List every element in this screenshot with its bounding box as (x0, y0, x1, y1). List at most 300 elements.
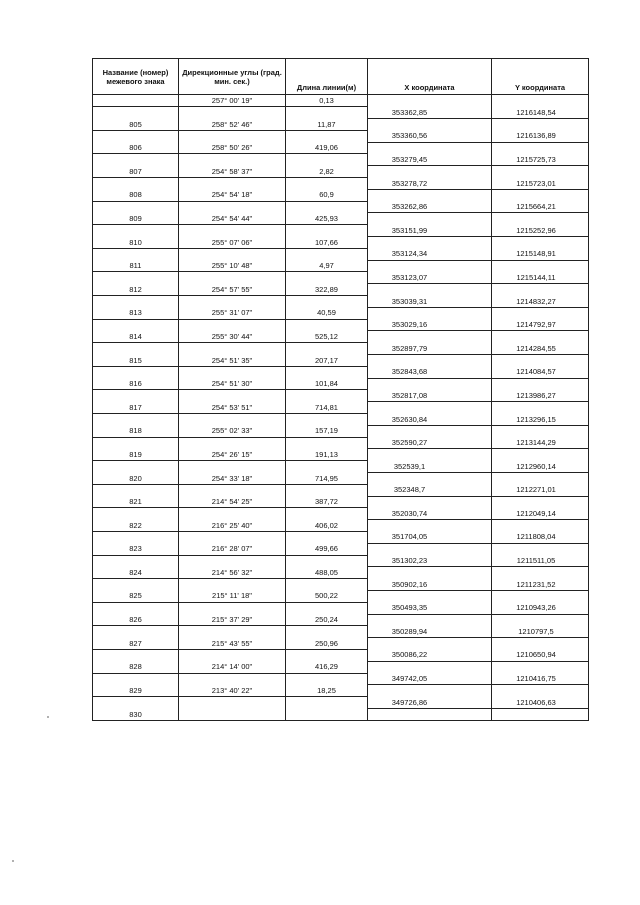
empty-cell (179, 508, 286, 520)
empty-cell (286, 390, 368, 402)
line-length: 101,84 (286, 378, 368, 390)
empty-cell (179, 531, 286, 543)
table-row (93, 142, 589, 154)
empty-cell (492, 284, 589, 296)
table-row (93, 378, 589, 390)
table-row (93, 154, 589, 166)
empty-cell (368, 260, 492, 272)
x-coordinate: 352897,79 (368, 343, 492, 355)
empty-cell (492, 189, 589, 201)
y-coordinate: 1215144,11 (492, 272, 589, 284)
y-coordinate: 1214832,27 (492, 296, 589, 308)
direction-angle: 258° 50' 26" (179, 142, 286, 154)
direction-angle: 258° 52' 46" (179, 119, 286, 131)
empty-cell (93, 178, 179, 190)
y-coordinate: 1215252,96 (492, 225, 589, 237)
mark-name: 813 (93, 307, 179, 319)
y-coordinate: 1212049,14 (492, 508, 589, 520)
empty-cell (286, 579, 368, 591)
direction-angle: 214° 56' 32" (179, 567, 286, 579)
empty-cell (93, 130, 179, 142)
direction-angle: 214° 54' 25" (179, 496, 286, 508)
y-coordinate: 1216136,89 (492, 130, 589, 142)
mark-name: 829 (93, 685, 179, 697)
empty-cell (492, 378, 589, 390)
empty-cell (368, 638, 492, 650)
empty-cell (286, 508, 368, 520)
y-coordinate: 1210416,75 (492, 673, 589, 685)
empty-cell (368, 685, 492, 697)
y-coordinate: 1212960,14 (492, 461, 589, 473)
empty-cell (286, 343, 368, 355)
direction-angle: 254° 58' 37" (179, 166, 286, 178)
empty-cell (93, 697, 179, 709)
empty-cell (286, 484, 368, 496)
empty-cell (368, 496, 492, 508)
x-coordinate: 353278,72 (368, 178, 492, 190)
table-row (93, 461, 589, 473)
y-coordinate: 1214284,55 (492, 343, 589, 355)
line-length: 425,93 (286, 213, 368, 225)
direction-angle: 257° 00' 19" (179, 95, 286, 107)
x-coordinate: 353151,99 (368, 225, 492, 237)
table-row (93, 697, 589, 709)
x-coordinate: 352348,7 (368, 484, 492, 496)
mark-name: 807 (93, 166, 179, 178)
table-row (93, 178, 589, 190)
line-length: 416,29 (286, 661, 368, 673)
x-coordinate: 353029,16 (368, 319, 492, 331)
table-row (93, 284, 589, 296)
empty-cell (492, 685, 589, 697)
empty-cell (368, 590, 492, 602)
y-coordinate: 1215148,91 (492, 248, 589, 260)
line-length: 4,97 (286, 260, 368, 272)
empty-cell (492, 119, 589, 131)
empty-cell (179, 579, 286, 591)
mark-name: 805 (93, 119, 179, 131)
y-coordinate: 1211808,04 (492, 531, 589, 543)
y-coordinate: 1213296,15 (492, 414, 589, 426)
empty-cell (93, 95, 179, 107)
table-row (93, 260, 589, 272)
empty-cell (286, 602, 368, 614)
empty-cell (179, 390, 286, 402)
empty-cell (179, 107, 286, 119)
table-row (93, 484, 589, 496)
y-coordinate: 1215664,21 (492, 201, 589, 213)
empty-cell (93, 437, 179, 449)
direction-angle: 254° 33' 18" (179, 473, 286, 485)
empty-cell (368, 95, 492, 107)
table-row (93, 390, 589, 402)
table-row (93, 649, 589, 661)
empty-cell (492, 496, 589, 508)
empty-cell (368, 355, 492, 367)
line-length: 157,19 (286, 425, 368, 437)
y-coordinate: 1214792,97 (492, 319, 589, 331)
mark-name: 821 (93, 496, 179, 508)
y-coordinate: 1212271,01 (492, 484, 589, 496)
table-row (93, 166, 589, 178)
table-row (93, 449, 589, 461)
header-direction-angle: Дирекционные углы (град. мин. сек.) (179, 59, 286, 95)
boundary-coordinates-table (92, 58, 589, 721)
table-row (93, 638, 589, 650)
empty-cell (93, 296, 179, 308)
empty-cell (179, 602, 286, 614)
table-row (93, 673, 589, 685)
x-coordinate: 353039,31 (368, 296, 492, 308)
x-coordinate: 350493,35 (368, 602, 492, 614)
empty-cell (492, 331, 589, 343)
table-row (93, 425, 589, 437)
empty-cell (492, 708, 589, 720)
table-row (93, 225, 589, 237)
table-row (93, 213, 589, 225)
empty-cell (179, 154, 286, 166)
empty-cell (368, 567, 492, 579)
table-row (93, 661, 589, 673)
header-mark-name: Название (номер) межевого знака (93, 59, 179, 95)
table-row (93, 579, 589, 591)
line-length: 250,96 (286, 638, 368, 650)
empty-cell (492, 567, 589, 579)
empty-cell (286, 130, 368, 142)
x-coordinate: 349742,05 (368, 673, 492, 685)
empty-cell (286, 272, 368, 284)
empty-cell (93, 531, 179, 543)
empty-cell (93, 225, 179, 237)
empty-cell (286, 178, 368, 190)
table-row (93, 437, 589, 449)
table-row (93, 130, 589, 142)
empty-cell (93, 390, 179, 402)
empty-cell (492, 638, 589, 650)
table-row (93, 107, 589, 119)
y-coordinate: 1210406,63 (492, 697, 589, 709)
empty-cell (492, 237, 589, 249)
line-length: 11,87 (286, 119, 368, 131)
empty-cell (93, 319, 179, 331)
empty-cell (179, 178, 286, 190)
empty-cell (368, 449, 492, 461)
direction-angle: 255° 02' 33" (179, 425, 286, 437)
empty-cell (93, 555, 179, 567)
table-row (93, 296, 589, 308)
x-coordinate: 353362,85 (368, 107, 492, 119)
empty-cell (93, 414, 179, 426)
empty-cell (492, 614, 589, 626)
empty-cell (492, 142, 589, 154)
table-row (93, 319, 589, 331)
direction-angle: 254° 54' 18" (179, 189, 286, 201)
mark-name: 827 (93, 638, 179, 650)
mark-name: 808 (93, 189, 179, 201)
mark-name: 809 (93, 213, 179, 225)
y-coordinate: 1213986,27 (492, 390, 589, 402)
empty-cell (179, 366, 286, 378)
x-coordinate: 353360,56 (368, 130, 492, 142)
direction-angle: 216° 25' 40" (179, 520, 286, 532)
empty-cell (179, 296, 286, 308)
line-length: 525,12 (286, 331, 368, 343)
empty-cell (368, 166, 492, 178)
table-header-row (93, 59, 589, 95)
empty-cell (286, 649, 368, 661)
header-x-coordinate: X координата (368, 59, 492, 95)
x-coordinate: 352539,1 (368, 461, 492, 473)
mark-name: 823 (93, 543, 179, 555)
direction-angle: 255° 30' 44" (179, 331, 286, 343)
table-row (93, 366, 589, 378)
empty-cell (93, 201, 179, 213)
line-length: 322,89 (286, 284, 368, 296)
line-length: 0,13 (286, 95, 368, 107)
table-row (93, 473, 589, 485)
empty-cell (93, 508, 179, 520)
direction-angle: 254° 51' 30" (179, 378, 286, 390)
table-row (93, 531, 589, 543)
mark-name: 815 (93, 355, 179, 367)
empty-cell (93, 343, 179, 355)
x-coordinate: 352630,84 (368, 414, 492, 426)
empty-cell (368, 378, 492, 390)
table-row (93, 119, 589, 131)
empty-cell (492, 449, 589, 461)
empty-cell (368, 708, 492, 720)
empty-cell (179, 673, 286, 685)
line-length: 40,59 (286, 307, 368, 319)
table-row (93, 414, 589, 426)
empty-cell (179, 461, 286, 473)
x-coordinate: 353279,45 (368, 154, 492, 166)
scan-speck (47, 716, 49, 718)
empty-cell (93, 579, 179, 591)
empty-cell (492, 307, 589, 319)
empty-cell (286, 673, 368, 685)
table-row (93, 708, 589, 720)
table-row (93, 614, 589, 626)
table-row (93, 602, 589, 614)
empty-cell (368, 402, 492, 414)
table-row (93, 355, 589, 367)
mark-name: 818 (93, 425, 179, 437)
x-coordinate: 350902,16 (368, 579, 492, 591)
empty-cell (286, 414, 368, 426)
scan-speck (12, 860, 14, 862)
direction-angle: 213° 40' 22" (179, 685, 286, 697)
empty-cell (93, 272, 179, 284)
mark-name: 812 (93, 284, 179, 296)
empty-cell (368, 331, 492, 343)
empty-cell (286, 531, 368, 543)
y-coordinate: 1211511,05 (492, 555, 589, 567)
table-row (93, 685, 589, 697)
empty-cell (286, 107, 368, 119)
x-coordinate: 351704,05 (368, 531, 492, 543)
empty-cell (93, 484, 179, 496)
line-length: 250,24 (286, 614, 368, 626)
table-row (93, 272, 589, 284)
empty-cell (368, 473, 492, 485)
empty-cell (492, 355, 589, 367)
line-length: 107,66 (286, 237, 368, 249)
empty-cell (179, 225, 286, 237)
first-segment-row (93, 95, 589, 107)
line-length: 488,05 (286, 567, 368, 579)
empty-cell (93, 602, 179, 614)
empty-cell (492, 520, 589, 532)
table-row (93, 555, 589, 567)
mark-name: 825 (93, 590, 179, 602)
header-line-length: Длина линии(м) (286, 59, 368, 95)
y-coordinate: 1210943,26 (492, 602, 589, 614)
direction-angle: 254° 54' 44" (179, 213, 286, 225)
table-row (93, 237, 589, 249)
empty-cell (492, 166, 589, 178)
empty-cell (286, 626, 368, 638)
x-coordinate: 353124,34 (368, 248, 492, 260)
line-length: 714,81 (286, 402, 368, 414)
empty-cell (368, 213, 492, 225)
empty-cell (286, 319, 368, 331)
direction-angle: 215° 43' 55" (179, 638, 286, 650)
table-row (93, 496, 589, 508)
x-coordinate: 352843,68 (368, 366, 492, 378)
mark-name: 811 (93, 260, 179, 272)
direction-angle: 214° 14' 00" (179, 661, 286, 673)
empty-cell (93, 461, 179, 473)
line-length: 500,22 (286, 590, 368, 602)
empty-cell (286, 154, 368, 166)
empty-cell (492, 661, 589, 673)
x-coordinate: 349726,86 (368, 697, 492, 709)
empty-cell (179, 272, 286, 284)
mark-name: 819 (93, 449, 179, 461)
empty-cell (492, 590, 589, 602)
line-length: 387,72 (286, 496, 368, 508)
mark-name: 828 (93, 661, 179, 673)
empty-cell (286, 697, 368, 709)
mark-name: 814 (93, 331, 179, 343)
table-row (93, 343, 589, 355)
empty-cell (368, 614, 492, 626)
line-length (286, 708, 368, 720)
x-coordinate: 351302,23 (368, 555, 492, 567)
empty-cell (492, 402, 589, 414)
y-coordinate: 1213144,29 (492, 437, 589, 449)
mark-name: 806 (93, 142, 179, 154)
empty-cell (179, 649, 286, 661)
table-row (93, 402, 589, 414)
empty-cell (179, 343, 286, 355)
empty-cell (368, 661, 492, 673)
empty-cell (93, 366, 179, 378)
line-length: 2,82 (286, 166, 368, 178)
empty-cell (492, 213, 589, 225)
empty-cell (179, 319, 286, 331)
mark-name: 830 (93, 708, 179, 720)
line-length: 406,02 (286, 520, 368, 532)
table-row (93, 508, 589, 520)
y-coordinate: 1210650,94 (492, 649, 589, 661)
empty-cell (286, 296, 368, 308)
line-length: 60,9 (286, 189, 368, 201)
empty-cell (179, 130, 286, 142)
mark-name: 820 (93, 473, 179, 485)
empty-cell (368, 119, 492, 131)
table-row (93, 543, 589, 555)
empty-cell (368, 307, 492, 319)
table-row (93, 626, 589, 638)
empty-cell (179, 248, 286, 260)
line-length: 499,66 (286, 543, 368, 555)
mark-name: 826 (93, 614, 179, 626)
empty-cell (93, 248, 179, 260)
line-length: 18,25 (286, 685, 368, 697)
empty-cell (492, 473, 589, 485)
direction-angle: 255° 07' 06" (179, 237, 286, 249)
table-row (93, 567, 589, 579)
direction-angle: 254° 53' 51" (179, 402, 286, 414)
empty-cell (93, 673, 179, 685)
x-coordinate: 352817,08 (368, 390, 492, 402)
empty-cell (368, 237, 492, 249)
direction-angle: 215° 11' 18" (179, 590, 286, 602)
empty-cell (286, 555, 368, 567)
direction-angle: 215° 37' 29" (179, 614, 286, 626)
table-row (93, 307, 589, 319)
table-row (93, 590, 589, 602)
empty-cell (368, 189, 492, 201)
table-row (93, 248, 589, 260)
empty-cell (368, 543, 492, 555)
direction-angle: 216° 28' 07" (179, 543, 286, 555)
direction-angle (179, 708, 286, 720)
direction-angle: 254° 51' 35" (179, 355, 286, 367)
direction-angle: 255° 31' 07" (179, 307, 286, 319)
y-coordinate: 1214084,57 (492, 366, 589, 378)
y-coordinate: 1216148,54 (492, 107, 589, 119)
empty-cell (368, 520, 492, 532)
empty-cell (179, 414, 286, 426)
empty-cell (179, 697, 286, 709)
empty-cell (286, 248, 368, 260)
x-coordinate: 350086,22 (368, 649, 492, 661)
empty-cell (179, 555, 286, 567)
empty-cell (286, 461, 368, 473)
header-y-coordinate: Y координата (492, 59, 589, 95)
direction-angle: 254° 26' 15" (179, 449, 286, 461)
empty-cell (179, 437, 286, 449)
empty-cell (93, 154, 179, 166)
empty-cell (93, 626, 179, 638)
empty-cell (93, 649, 179, 661)
x-coordinate: 353262,86 (368, 201, 492, 213)
y-coordinate: 1215723,01 (492, 178, 589, 190)
mark-name: 810 (93, 237, 179, 249)
line-length: 714,95 (286, 473, 368, 485)
empty-cell (179, 201, 286, 213)
y-coordinate: 1215725,73 (492, 154, 589, 166)
empty-cell (286, 225, 368, 237)
line-length: 419,06 (286, 142, 368, 154)
line-length: 207,17 (286, 355, 368, 367)
table-row (93, 331, 589, 343)
x-coordinate: 352590,27 (368, 437, 492, 449)
table-row (93, 189, 589, 201)
